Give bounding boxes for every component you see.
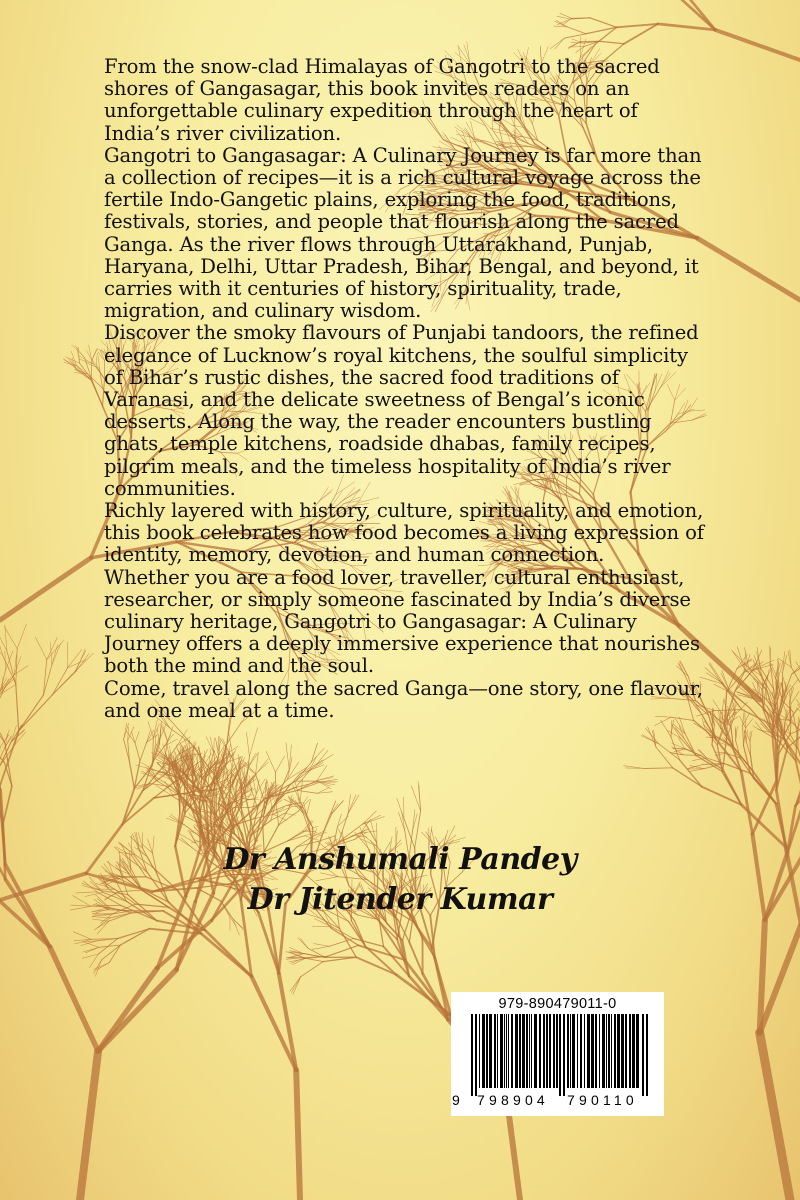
tree-branch <box>311 748 324 762</box>
blurb-paragraph: Gangotri to Gangasagar: A Culinary Journey is far more than a collection of recipes—it is a rich cultural voyage across the fertile Indo-Gangetic plains, exploring the food, traditions, festivals, stories, and people that flourish along the sacred Ganga. As the river flows through Uttarakhand, Punjab, Haryana, Delhi, Uttar Pradesh, Bihar, Bengal, and beyond, it carries with it centuries of history, spirituality, trade, migration, and culinary wisdom. <box>104 143 702 323</box>
tree-branch <box>80 363 92 379</box>
barcode-bar <box>591 1014 594 1088</box>
tree-branch <box>275 772 276 801</box>
tree-branch <box>789 702 790 723</box>
blurb-paragraph: Whether you are a food lover, traveller, cultural enthusiast, researcher, or simply someone fascinated by India’s diverse culinary heritage, Gangotri to Gangasagar: A Culinary Journey offers a deeply immersive experience that nourishes both the mind and the soul. <box>104 565 700 678</box>
tree-branch <box>0 693 2 713</box>
tree-branch <box>52 644 61 665</box>
tree-branch <box>98 968 157 1051</box>
author-names <box>0 840 800 920</box>
barcode-bar <box>636 1014 639 1088</box>
tree-branch <box>348 795 359 814</box>
tree-branch <box>247 791 252 800</box>
barcode-bar <box>529 1014 530 1088</box>
barcode-bar <box>580 1014 582 1088</box>
tree-branch <box>298 938 308 948</box>
tree-branch <box>96 963 109 971</box>
tree-branch <box>316 754 333 765</box>
tree-branch <box>783 674 792 699</box>
blurb-paragraph: From the snow-clad Himalayas of Gangotri to the sacred shores of Gangasagar, this book invites readers on an unforgettable culinary expedition through the heart of India’s river civilization. <box>104 55 660 145</box>
tree-branch <box>743 726 744 746</box>
author-name: Dr Anshumali Pandey <box>223 842 577 877</box>
tree-branch <box>286 743 289 770</box>
tree-branch <box>291 977 301 993</box>
tree-branch <box>266 751 275 772</box>
tree-branch <box>100 369 103 388</box>
tree-branch <box>673 768 702 787</box>
tree-branch <box>129 761 134 788</box>
tree-branch <box>658 24 715 30</box>
tree-branch <box>258 912 279 973</box>
tree-branch <box>332 801 344 814</box>
tree-branch <box>564 34 586 38</box>
tree-branch <box>555 38 565 49</box>
barcode-bar <box>475 1014 477 1096</box>
tree-branch <box>258 759 268 772</box>
tree-branch <box>312 946 329 949</box>
barcode-bar <box>599 1014 600 1088</box>
tree-branch <box>135 743 140 761</box>
barcode-bar <box>646 1014 648 1096</box>
tree-branch <box>732 650 745 669</box>
barcode-bar <box>511 1014 513 1088</box>
tree-branch <box>19 695 44 731</box>
tree-branch <box>279 809 289 825</box>
tree-branch <box>246 732 249 756</box>
barcode-bar <box>572 1014 575 1088</box>
tree-branch <box>314 944 330 947</box>
tree-branch <box>5 736 11 748</box>
barcode-bar <box>489 1014 492 1088</box>
barcode-bar <box>629 1014 631 1088</box>
tree-branch <box>68 649 82 667</box>
barcode-bar <box>587 1014 590 1088</box>
tree-branch <box>680 760 702 787</box>
tree-branch <box>778 658 791 667</box>
tree-branch <box>0 636 3 655</box>
tree-branch <box>715 752 725 753</box>
tree-branch <box>19 695 53 731</box>
tree-branch <box>599 41 624 44</box>
tree-branch <box>98 939 117 955</box>
tree-branch <box>560 13 572 18</box>
tree-branch <box>161 724 168 742</box>
tree-branch <box>722 684 742 710</box>
tree-branch <box>358 945 404 960</box>
tree-branch <box>418 782 421 811</box>
tree-branch <box>88 374 103 388</box>
tree-branch <box>233 919 239 935</box>
tree-branch <box>300 779 302 801</box>
tree-branch <box>737 654 747 669</box>
tree-branch <box>0 631 3 655</box>
barcode-bar <box>497 1014 498 1088</box>
barcode-bar <box>567 1014 569 1088</box>
tree-branch <box>6 651 13 670</box>
tree-branch <box>17 624 26 649</box>
tree-branch <box>75 653 94 671</box>
barcode-bar <box>553 1014 555 1088</box>
tree-branch <box>697 238 800 300</box>
barcode-bar <box>486 1014 488 1088</box>
tree-branch <box>75 346 85 358</box>
barcode-bar <box>621 1014 624 1088</box>
tree-branch <box>750 741 751 756</box>
barcode-bar <box>531 1014 532 1088</box>
barcode-bar <box>617 1014 620 1088</box>
tree-branch <box>276 804 279 826</box>
barcode-bars <box>461 1014 654 1096</box>
author-name: Dr Jitender Kumar <box>247 882 553 917</box>
barcode-bar <box>625 1014 627 1088</box>
barcode-bar <box>606 1014 607 1088</box>
tree-branch <box>715 30 800 60</box>
tree-branch <box>16 649 17 685</box>
tree-branch <box>661 720 671 737</box>
tree-branch <box>722 699 724 714</box>
tree-branch <box>741 771 752 834</box>
barcode-bar <box>519 1014 521 1088</box>
tree-branch <box>131 731 135 743</box>
barcode-bar <box>471 1014 473 1096</box>
barcode-bar <box>577 1014 578 1088</box>
barcode-bar <box>526 1014 528 1088</box>
blurb-paragraph: Come, travel along the sacred Ganga—one story, one flavour, and one meal at a time. <box>104 676 703 722</box>
barcode-bar <box>543 1014 545 1088</box>
barcode-bar <box>611 1014 612 1088</box>
barcode-bar <box>546 1014 548 1088</box>
tree-branch <box>109 945 120 963</box>
isbn-number: 979-890479011-0 <box>498 996 617 1012</box>
tree-branch <box>212 754 213 766</box>
tree-branch <box>311 743 317 762</box>
tree-branch <box>776 741 777 782</box>
tree-branch <box>102 945 121 960</box>
barcode-bar <box>595 1014 597 1088</box>
barcode-bar <box>504 1014 505 1088</box>
barcode-bar <box>602 1014 605 1088</box>
tree-branch <box>397 798 404 818</box>
tree-branch <box>656 747 673 768</box>
tree-branch <box>297 790 317 793</box>
tree-branch <box>135 731 139 743</box>
tree-branch <box>645 768 673 769</box>
tree-branch <box>413 810 415 831</box>
barcode-bar <box>494 1014 496 1088</box>
tree-branch <box>249 728 257 757</box>
tree-branch <box>792 663 800 675</box>
tree-branch <box>80 1051 98 1200</box>
tree-branch <box>73 932 91 940</box>
tree-branch <box>296 1070 300 1200</box>
barcode-bar <box>563 1014 565 1096</box>
tree-branch <box>409 919 412 942</box>
barcode-digits-left: 798904 <box>477 1092 549 1108</box>
barcode-bar <box>559 1014 561 1096</box>
tree-branch <box>50 947 98 1051</box>
tree-branch <box>550 38 564 49</box>
tree-branch <box>76 368 92 379</box>
barcode-bar <box>479 1014 480 1088</box>
barcode-bar <box>522 1014 525 1088</box>
blurb-paragraph: Richly layered with history, culture, spirituality, and emotion, this book celebrates how food becomes a living expression of identity, memory, devotion, and human connection. <box>104 499 704 567</box>
tree-branch <box>258 762 268 771</box>
tree-branch <box>214 738 215 753</box>
tree-branch <box>36 637 47 660</box>
barcode-bar <box>549 1014 551 1088</box>
tree-branch <box>86 947 100 953</box>
barcode-bar <box>539 1014 541 1088</box>
tree-branch <box>75 651 86 672</box>
tree-branch <box>301 962 323 977</box>
tree-branch <box>140 743 147 761</box>
barcode-digits-right: 790110 <box>567 1092 638 1108</box>
tree-branch <box>317 778 333 781</box>
tree-branch <box>275 756 284 772</box>
tree-branch <box>733 652 748 668</box>
tree-branch <box>3 786 12 825</box>
tree-branch <box>683 755 701 756</box>
tree-branch <box>153 720 157 738</box>
tree-branch <box>572 46 584 47</box>
barcode-bar <box>614 1014 616 1088</box>
tree-branch <box>322 815 330 836</box>
tree-branch <box>362 811 376 824</box>
tree-branch <box>0 735 9 747</box>
tree-branch <box>760 1033 790 1200</box>
barcode-bar <box>642 1014 644 1096</box>
barcode-bar <box>570 1014 571 1088</box>
barcode-bar <box>506 1014 507 1088</box>
tree-branch <box>746 719 753 728</box>
tree-branch <box>285 806 292 813</box>
barcode-bar <box>515 1014 518 1088</box>
tree-branch <box>256 774 265 802</box>
tree-branch <box>567 27 586 34</box>
tree-branch <box>16 684 19 731</box>
blurb-paragraph: Discover the smoky flavours of Punjabi tandoors, the refined elegance of Lucknow’s royal kitchens, the soulful simplicity of Bihar’s rustic dishes, the sacred food traditions of Varanasi, and the delicate sweetness of Bengal’s iconic desserts. Along the way, the reader encounters bustling ghats, temple kitchens, roadside dhabas, family recipes, pilgrim meals, and the timeless hospitality of India’s river communities. <box>104 321 699 500</box>
tree-branch <box>641 736 659 744</box>
tree-branch <box>763 686 766 710</box>
tree-branch <box>204 751 205 766</box>
tree-branch <box>201 934 251 977</box>
barcode-digit-lead: 9 <box>452 1092 460 1108</box>
tree-branch <box>249 753 258 766</box>
tree-branch <box>749 708 772 734</box>
barcode-bar <box>500 1014 503 1088</box>
barcode-bar <box>534 1014 537 1088</box>
isbn-barcode <box>451 992 664 1116</box>
tree-branch <box>327 945 358 956</box>
barcode-bar <box>608 1014 610 1088</box>
tree-branch <box>590 18 617 28</box>
barcode-bar <box>632 1014 635 1088</box>
tree-branch <box>52 645 58 666</box>
tree-branch <box>296 765 317 781</box>
barcode-bar <box>482 1014 485 1088</box>
tree-branch <box>89 345 92 361</box>
barcode-bar <box>556 1014 558 1088</box>
tree-branch <box>356 957 396 975</box>
barcode-bar <box>584 1014 585 1088</box>
barcode-bar <box>508 1014 509 1088</box>
tree-branch <box>0 558 91 620</box>
back-cover-blurb <box>104 56 704 722</box>
tree-branch <box>365 946 396 974</box>
